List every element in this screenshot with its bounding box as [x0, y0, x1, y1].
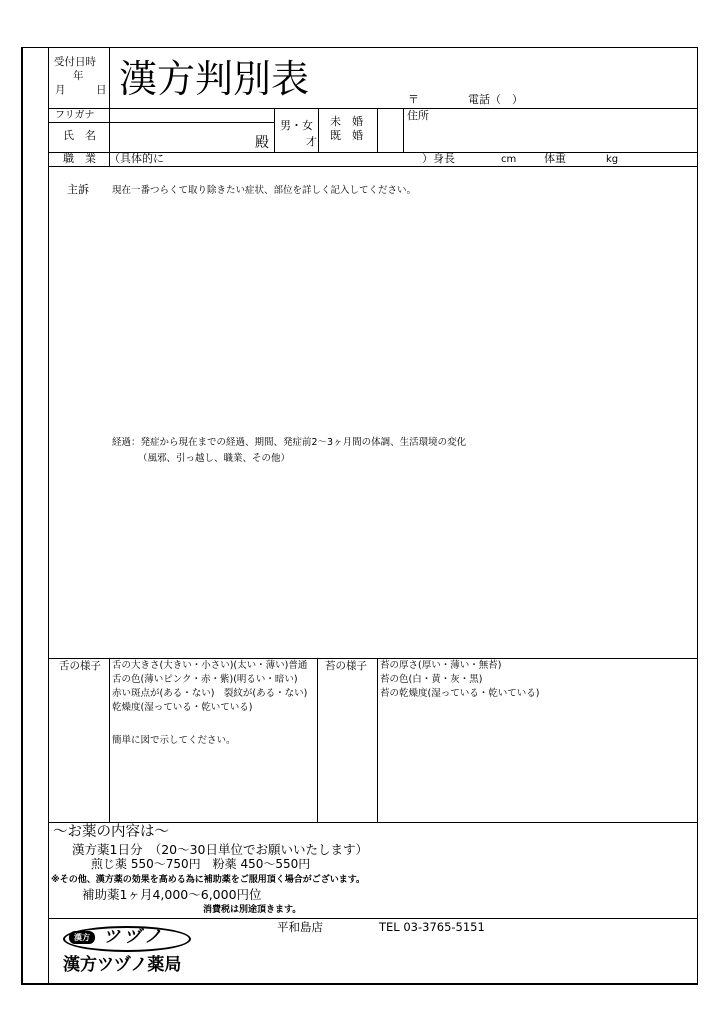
medicine-tax-note: 消費税は別途頂きます。 [203, 905, 302, 915]
sex-label: 男・女 [280, 119, 313, 132]
occupation-hint: （具体的に [109, 152, 164, 165]
name-label: 氏 名 [63, 129, 96, 142]
furigana-field[interactable] [111, 109, 271, 122]
branch-name: 平和島店 [277, 920, 323, 934]
honorific: 殿 [255, 135, 269, 151]
height-label: ）身長 [422, 152, 455, 165]
frame-left-line [21, 47, 23, 984]
tongue-size-line: 舌の大きさ(大きい・小さい)(太い・薄い)普通 [112, 660, 308, 671]
postal-mark: 〒 [408, 93, 419, 106]
address-field[interactable] [407, 124, 692, 150]
height-unit: cm [501, 154, 517, 165]
occupation-field[interactable] [177, 152, 417, 165]
medicine-supplement-note: ※その他、漢方薬の効果を高める為に補助薬をご服用頂く場合がございます。 [51, 875, 366, 885]
weight-unit: kg [606, 154, 619, 165]
tel-number: TEL 03-3765-5151 [379, 920, 485, 934]
weight-label: 体重 [544, 152, 566, 165]
shop-logo [55, 924, 245, 976]
name-field[interactable] [111, 124, 251, 150]
history-line-2: （風邪、引っ越し、職業、その他） [138, 453, 291, 464]
logo-mark: ツヅノ [103, 927, 166, 947]
complaint-instruction: 現在一番つらくて取り除きたい症状、部位を詳しく記入してください。 [112, 185, 417, 196]
complaint-label: 主訴 [67, 183, 89, 196]
age-unit: 才 [306, 135, 317, 148]
day-label: 日 [96, 84, 107, 96]
tongue-spots-line: 赤い斑点が(ある・ない) 裂紋が(ある・ない) [112, 688, 308, 699]
coating-color-line: 苔の色(白・黄・灰・黒) [380, 674, 483, 685]
medicine-supplement-price: 補助薬1ヶ月4,000～6,000円位 [82, 887, 262, 902]
marital-check-cell[interactable] [378, 109, 403, 152]
tongue-section [49, 659, 698, 822]
complaint-section [49, 167, 698, 658]
history-line-1: 経過：発症から現在までの経過、期間、発症前2～3ヶ月間の体調、生活環境の変化 [112, 437, 467, 448]
patient-info [49, 109, 698, 167]
coating-label: 苔の様子 [325, 660, 367, 672]
complaint-field[interactable] [112, 201, 687, 429]
history-field[interactable] [112, 469, 687, 649]
logo-badge: 漢方 [69, 931, 95, 944]
tongue-draw-note: 簡単に図で示してください。 [112, 735, 236, 746]
coating-dryness-line: 苔の乾燥度(湿っている・乾いている) [380, 688, 540, 699]
tongue-drawing-area[interactable] [112, 751, 312, 819]
footer [49, 919, 698, 983]
tongue-label: 舌の様子 [59, 660, 101, 672]
medicine-price-line: 煎じ薬 550～750円 粉薬 450～550円 [91, 857, 311, 871]
phone-label: 電話（ ） [468, 93, 523, 106]
unmarried-label: 未 婚 [330, 115, 363, 128]
married-label: 既 婚 [330, 129, 363, 142]
received-date-box [49, 47, 109, 108]
received-date-label: 受付日時 [54, 56, 96, 68]
address-label: 住所 [407, 109, 429, 122]
medicine-section [49, 823, 698, 918]
medicine-heading: ～お薬の内容は～ [53, 824, 169, 840]
header [49, 47, 698, 109]
coating-thickness-line: 苔の厚さ(厚い・薄い・無苔) [380, 660, 502, 671]
occupation-label: 職 業 [63, 152, 96, 165]
tongue-dryness-line: 乾燥度(湿っている・乾いている) [112, 702, 253, 713]
frame-bottom-line [21, 983, 698, 985]
shop-name: 漢方ツヅノ薬局 [63, 955, 182, 975]
medicine-daily-line: 漢方薬1日分 （20～30日単位でお願いいたします） [72, 842, 369, 857]
year-label: 年 [73, 70, 84, 82]
month-label: 月 [55, 84, 66, 96]
tongue-color-line: 舌の色(薄いピンク・赤・紫)(明るい・暗い) [112, 674, 298, 685]
page-title: 漢方判別表 [119, 57, 310, 101]
furigana-label: フリガナ [55, 110, 95, 121]
